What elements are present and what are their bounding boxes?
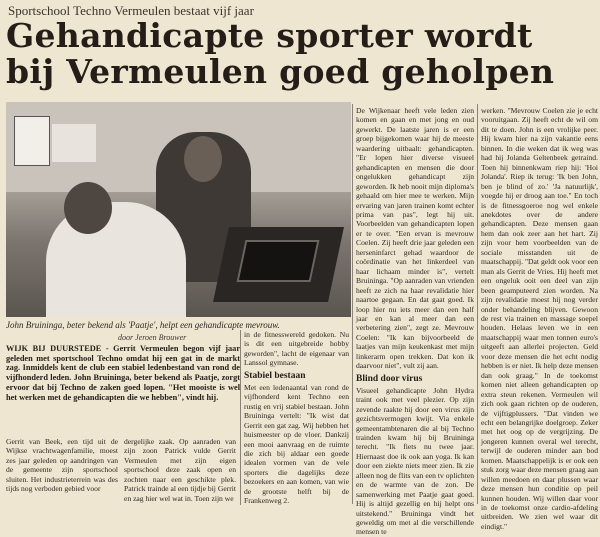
article-intro: WIJK BIJ DUURSTEDE - Gerrit Vermeulen begon vijf jaar geleden met sportschool Techno omdat hij een gat in de markt zag. Inmiddels kent de club een stabiel ledenbestand van rond de vijfhonderd leden. John Bruininga, beter bekend als Paatje, zorgt ervoor dat bij Techno de zaken goed lopen. "Het mooiste is wel het werken met de gehandicapten die we hebben", vindt hij. <box>6 344 240 402</box>
article-headline <box>6 16 600 91</box>
photo-woman-head <box>64 182 112 234</box>
subhead-stabiel-bestaan: Stabiel bestaan <box>244 370 306 381</box>
column-rule <box>352 104 353 504</box>
photo-sign-panel <box>52 124 96 162</box>
subhead-blind-door-virus: Blind door virus <box>356 373 423 384</box>
column-rule <box>240 330 241 505</box>
article-byline: door Jeroen Brouwer <box>118 333 187 342</box>
photo-sign <box>14 116 50 166</box>
headline-line-1: Gehandicapte sporter wordt <box>6 16 533 55</box>
column-3-text-a: in de fitnesswereld gedoken. Nu is dit een uitgebreide hobby geworden", lacht de eigenaar van Lanssol gymnase. <box>244 330 349 368</box>
column-rule <box>477 104 478 504</box>
article-column-2 <box>124 437 236 507</box>
headline-line-2: bij Vermeulen goed geholpen <box>6 52 555 91</box>
article-photo <box>6 102 351 317</box>
photo-machine-screen <box>237 240 320 282</box>
column-1-text: Gerrit van Beek, een tijd uit de Wijkse vrachtwagenfamilie, moest zes jaar geleden op aandringen van de gemeente zijn sportschool sluiten. Het industrieterrein was des tijds nog verboden gebied voor <box>6 437 118 494</box>
column-4-text-a: De Wijkenaar heeft vele leden zien komen en gaan en met jong en oud gewerkt. De laatste jaren is er een groep bijgekomen waar hij de meeste waardering uitbaalt: gehandicapten. "Er lopen hier diverse visueel gehandicapten en mensen die door ongelukken gehandicapt zijn geworden. Ik heb nooit mijn diploma's gehaald om hier mee te werken. Mijn ervaring van jaren trainen komt echter prima van pas", legt hij uit. Voorbeelden van gehandicapten lopen er te over. "Een ervan is mevrouw Coelen. Zij heeft drie jaar geleden een herseninfarct gehad waardoor de coördinatie van het linkerdeel van haar lichaam minder is", vertelt Bruininga. "Op aanraden van vrienden heeft ze zich na haar revalidatie hier naartoe gegaan. En dat gaat goed. Ik loop hier nu iets meer dan een half jaar en kan al meer dan een verbetering zien", zegt ze. Mevrouw Coelen: "Ik kan bijvoorbeeld de laatjes van mijn keukenkast met mijn linkerarm open trekken. Dat kon ik daarvoor niet", vult zij aan. <box>356 106 474 371</box>
column-2-text: dergelijke zaak. Op aanraden van zijn zoon Patrick vulde Gerrit Vermeulen met zijn eigen sportschool deze zaak open en zochten naar een geschikte plek. Patrick trainde al een tijdje bij Gerrit en zag hier wel wat in. Toen zijn we <box>124 437 236 503</box>
photo-trainer-head <box>184 136 222 182</box>
article-column-3 <box>244 330 349 507</box>
article-column-4 <box>356 106 474 537</box>
column-5-text: werken. "Mevrouw Coelen zie je echt vooruitgaan. Zij heeft echt de wil om dit te doen. John is een vrolijke peer. Hij kwam hier na zijn vakantie eens binnen. In die weken dat ik weg was had hij Jolanda Geltenbeek getraind. Toen hij binnenkwam riep hij: 'Hoi Jolanda'. Riep ik terug: 'Ik ben John, ben je blind of zo.' 'Ja natuurlijk', voegde hij er droog aan toe." En toch is de fitnessgoeroe nog wel enkele anekdotes over de andere gehandicapten. Deze mensen gaan hem dan ook zeer aan het hart. Zij zijn voor hem voorbeelden van de sociale misstanden uit de maatschappij. "Dat geldt ook voor een man als Gerrit de Vries. Hij heeft met een ongeluk ooit een deel van zijn been geamputeerd zien worden. Na zijn revalidatie moest hij nog verder onder behandeling blijven. Gewoon de rest via trainen en massage soepel houden. Helaas leven we in een maatschappij waar men tonnen euro's uitgeeft aan allerlei projecten. Geld voor deze mensen die het echt nodig hebben is er niet. Ik help deze mensen dan ook graag." In de toekomst komen niet alleen gehandicapten op extra steun rekenen. Vermeulen wil zich ook gaan richten op de ouderen, de vijftigplussers. "Dat vinden we echt een belangrijke doelgroep. Zeker met het oog op de vergrijzing. De jongeren kunnen overal wel terecht, terwijl de ouderen minder aan bod komen. Maatschappelijk is er ook een stuk zorg waar deze mensen graag aan willen meedoen en daar plussen waar deze mensen hun conditie op peil kunnen houden. Wij willen daar voor in de toekomst onze cardio-afdeling uitbreiden. We zien wel waar dit eindigt." <box>481 106 598 531</box>
photo-caption: John Bruininga, beter bekend als 'Paatje', helpt een gehandicapte mevrouw. <box>6 320 280 330</box>
article-column-5 <box>481 106 598 531</box>
article-column-1 <box>6 437 118 507</box>
column-4-text-b: Visueel gehandicapte John Hydra traint ook met veel plezier. Op zijn zevende raakte hij door een virus zijn gezichtsvermogen kwijt. Via enkele gemeentambtenaren die al bij Techno trainden kwam hij bij Bruininga terecht. "Ik fiets nu twee jaar. Hiernaast doe ik ook aan yoga. Ik kan door een ziekte niets meer zien. Ik zie alleen nog de flits van een tv oplichten en de warmte van de zon. De samenwerking met Paatje gaat goed. Hij is altijd gezellig en hij helpt ons uitstekend." Bruininga vindt het geweldig om met al die verschillende mensen te <box>356 385 474 537</box>
column-3-text-b: Met een ledenaantal van rond de vijfhonderd kent Techno een rustig en vrij stabiel bestaan. John Bruininga vertelt: "Ik wist dat Gerrit een gat zag. Wij hebben het huismeester op de vloer. Dankzij een mooi aanvraag en de ruimte die zich bij aldaar een goede idealen vormen van de vele sporters die dagelijks deze bezoekers en aan komen, van wie de grootste helft bij de Frankenweg 2. <box>244 382 349 506</box>
article-kicker: Sportschool Techno Vermeulen bestaat vijf jaar <box>8 3 254 18</box>
